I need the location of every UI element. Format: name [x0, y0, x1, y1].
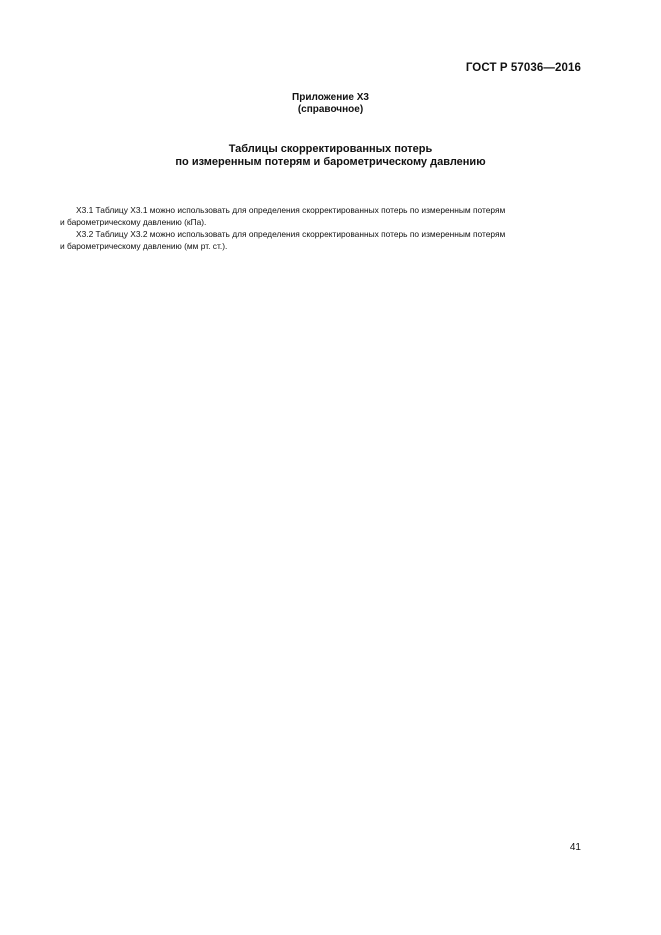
annex-label: Приложение Х3 — [292, 92, 369, 103]
paragraph-line: Х3.1 Таблицу Х3.1 можно использовать для определения скорректированных потерь по измеренным потерям — [76, 205, 506, 215]
paragraph-line: и барометрическому давлению (мм рт. ст.). — [60, 241, 228, 251]
document-code: ГОСТ Р 57036—2016 — [465, 62, 581, 74]
section-title-line-1: Таблицы скорректированных потерь — [228, 143, 433, 155]
page-number: 41 — [569, 842, 581, 853]
section-title-line-2: по измеренным потерям и барометрическому давлению — [175, 156, 486, 168]
paragraph-x3-2 — [60, 228, 582, 252]
annex-heading — [0, 92, 661, 116]
annex-status: (справочное) — [297, 104, 364, 115]
section-title — [0, 143, 661, 169]
paragraph-line: Х3.2 Таблицу Х3.2 можно использовать для определения скорректированных потерь по измеренным потерям — [76, 229, 506, 239]
paragraph-x3-1 — [60, 204, 582, 228]
body-text — [60, 204, 582, 252]
paragraph-line: и барометрическому давлению (кПа). — [60, 217, 207, 227]
